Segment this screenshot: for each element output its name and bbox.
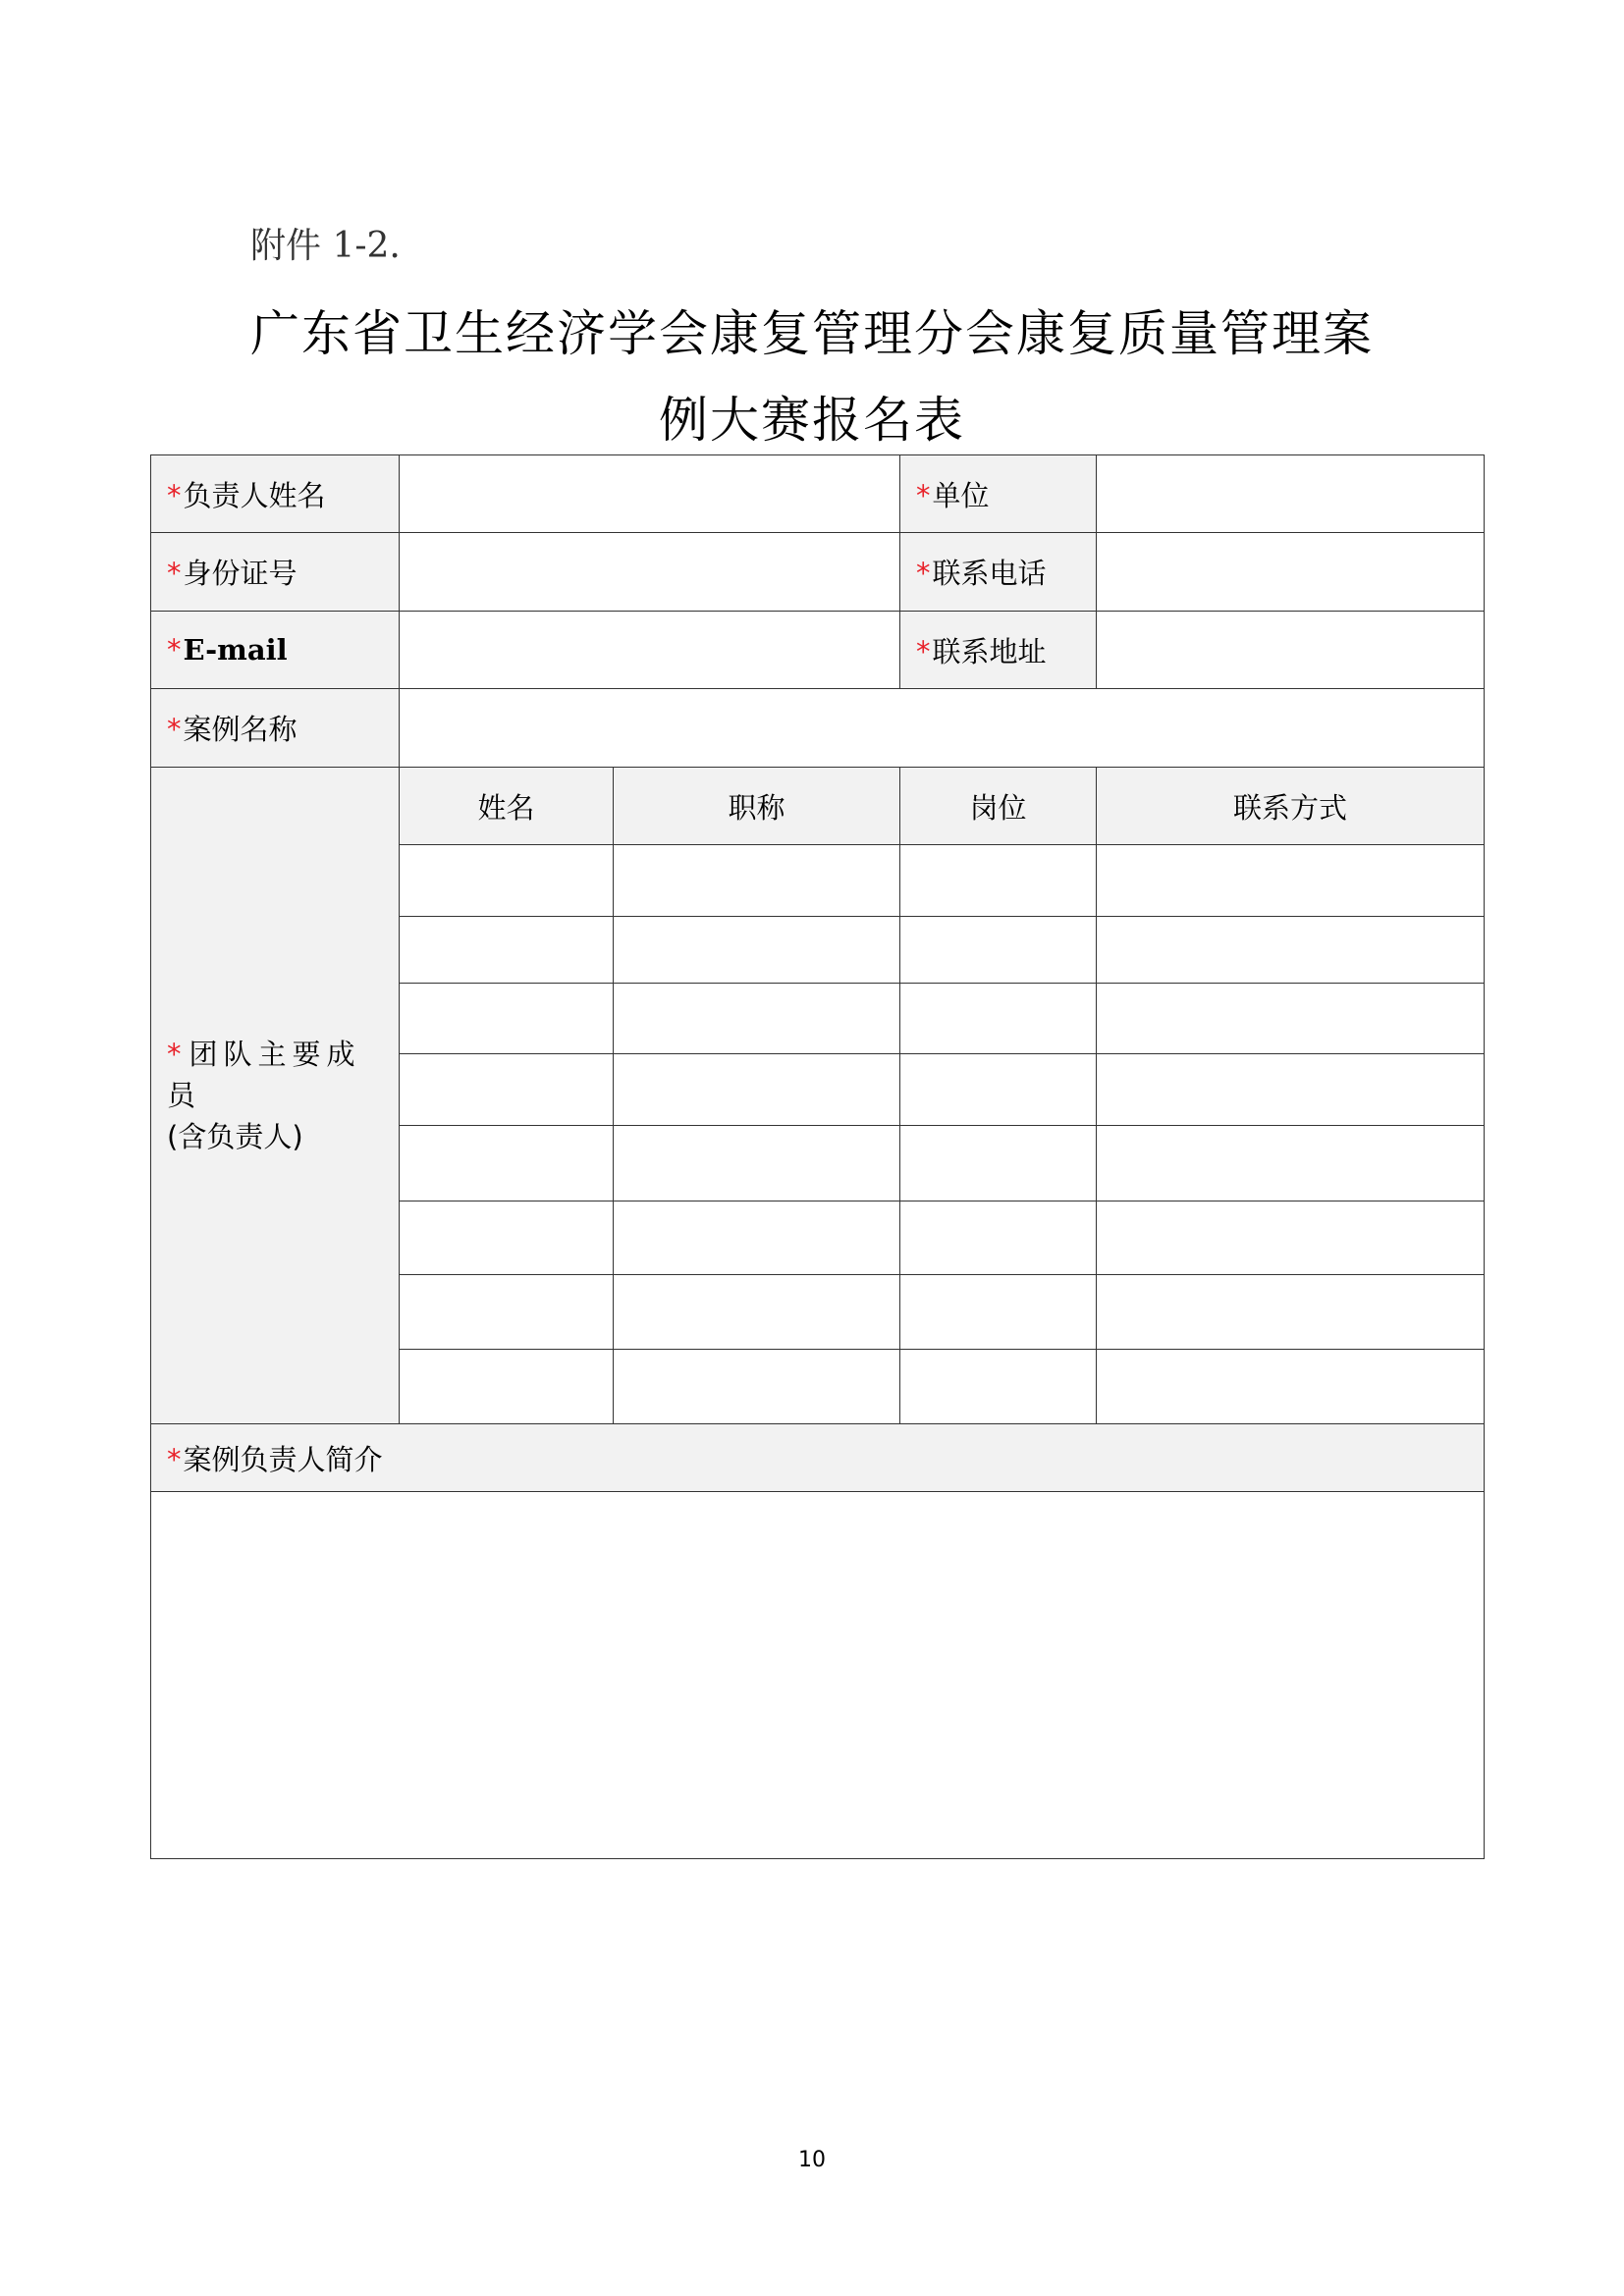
member-title-cell[interactable] xyxy=(614,1350,900,1424)
leader-name-field[interactable] xyxy=(400,455,900,533)
id-number-field[interactable] xyxy=(400,533,900,612)
member-contact-cell[interactable] xyxy=(1097,1350,1485,1424)
form-title-line2: 例大赛报名表 xyxy=(659,392,965,449)
member-title-cell[interactable] xyxy=(614,984,900,1054)
member-position-cell[interactable] xyxy=(900,1201,1097,1275)
required-star: * xyxy=(916,478,931,512)
form-title-line1: 广东省卫生经济学会康复管理分会康复质量管理案 xyxy=(250,305,1374,362)
member-position-cell[interactable] xyxy=(900,845,1097,917)
phone-label: *联系电话 xyxy=(900,533,1097,612)
member-position-cell[interactable] xyxy=(900,1350,1097,1424)
member-position-cell[interactable] xyxy=(900,984,1097,1054)
member-title-cell[interactable] xyxy=(614,1275,900,1350)
address-label: *联系地址 xyxy=(900,612,1097,689)
member-name-cell[interactable] xyxy=(400,1126,614,1201)
required-star: * xyxy=(167,1038,188,1071)
required-star: * xyxy=(167,1442,182,1476)
phone-field[interactable] xyxy=(1097,533,1485,612)
email-field[interactable] xyxy=(400,612,900,689)
col-header-title: 职称 xyxy=(614,768,900,845)
unit-field[interactable] xyxy=(1097,455,1485,533)
member-contact-cell[interactable] xyxy=(1097,1275,1485,1350)
team-members-label: *团队主要成员 (含负责人) xyxy=(151,768,400,1424)
page-number: 10 xyxy=(798,2148,826,2172)
required-star: * xyxy=(167,478,182,512)
member-title-cell[interactable] xyxy=(614,1201,900,1275)
col-header-name: 姓名 xyxy=(400,768,614,845)
member-title-cell[interactable] xyxy=(614,845,900,917)
email-label: *E-mail xyxy=(151,612,400,689)
row-leader-unit xyxy=(151,455,1485,533)
col-header-contact: 联系方式 xyxy=(1097,768,1485,845)
member-name-cell[interactable] xyxy=(400,1350,614,1424)
member-contact-cell[interactable] xyxy=(1097,845,1485,917)
member-position-cell[interactable] xyxy=(900,1275,1097,1350)
member-title-cell[interactable] xyxy=(614,1054,900,1126)
member-contact-cell[interactable] xyxy=(1097,1201,1485,1275)
case-name-label: *案例名称 xyxy=(151,689,400,768)
team-header-row xyxy=(151,768,1485,845)
unit-label: *单位 xyxy=(900,455,1097,533)
member-name-cell[interactable] xyxy=(400,984,614,1054)
row-leader-intro-header xyxy=(151,1424,1485,1492)
member-name-cell[interactable] xyxy=(400,1054,614,1126)
member-contact-cell[interactable] xyxy=(1097,984,1485,1054)
member-contact-cell[interactable] xyxy=(1097,1054,1485,1126)
id-number-label: *身份证号 xyxy=(151,533,400,612)
leader-intro-field[interactable] xyxy=(151,1492,1485,1859)
member-title-cell[interactable] xyxy=(614,1126,900,1201)
member-contact-cell[interactable] xyxy=(1097,1126,1485,1201)
case-name-field[interactable] xyxy=(400,689,1485,768)
member-position-cell[interactable] xyxy=(900,1126,1097,1201)
member-name-cell[interactable] xyxy=(400,1201,614,1275)
required-star: * xyxy=(167,557,182,590)
required-star: * xyxy=(167,633,182,667)
registration-form xyxy=(150,454,1485,1859)
row-email-address xyxy=(151,612,1485,689)
member-contact-cell[interactable] xyxy=(1097,917,1485,984)
required-star: * xyxy=(167,713,182,746)
member-position-cell[interactable] xyxy=(900,917,1097,984)
row-case-name xyxy=(151,689,1485,768)
row-leader-intro-body xyxy=(151,1492,1485,1859)
address-field[interactable] xyxy=(1097,612,1485,689)
required-star: * xyxy=(916,557,931,590)
col-header-position: 岗位 xyxy=(900,768,1097,845)
required-star: * xyxy=(916,634,931,668)
leader-name-label: *负责人姓名 xyxy=(151,455,400,533)
member-position-cell[interactable] xyxy=(900,1054,1097,1126)
member-name-cell[interactable] xyxy=(400,1275,614,1350)
member-title-cell[interactable] xyxy=(614,917,900,984)
leader-intro-label: *案例负责人简介 xyxy=(151,1424,1485,1492)
member-name-cell[interactable] xyxy=(400,917,614,984)
attachment-label: 附件 1-2. xyxy=(250,226,401,266)
member-name-cell[interactable] xyxy=(400,845,614,917)
row-id-phone xyxy=(151,533,1485,612)
